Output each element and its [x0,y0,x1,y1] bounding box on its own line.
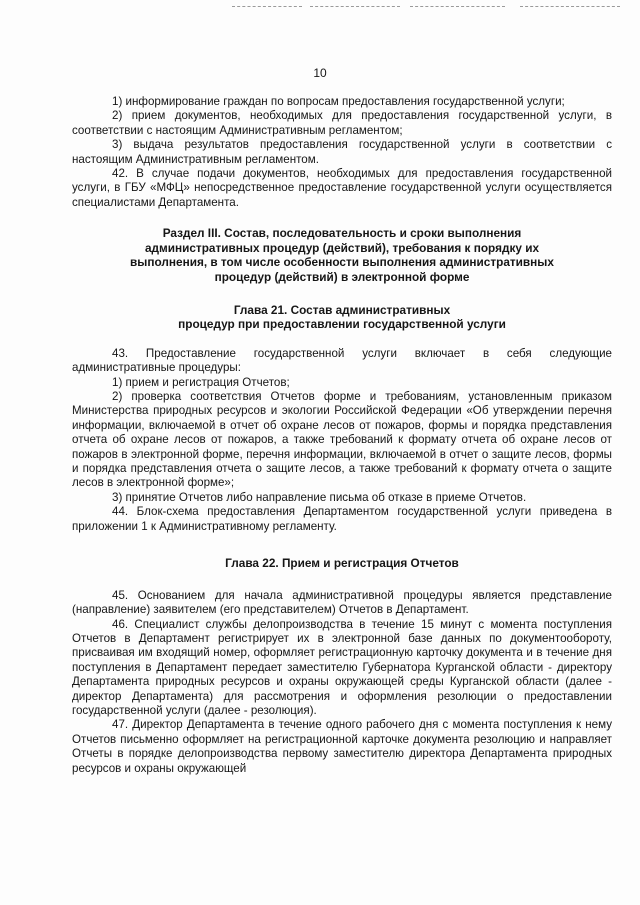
paragraph: 2) проверка соответствия Отчетов форме и требованиям, установленным приказом Министерства природных ресурсов и экологии Российской Федерации «Об утверждении перечня информации, включаемой в отчет об охране лесов от пожаров, формы и порядка представления отчета об охране лесов от пожаров, а также требований к формату отчета об охране лесов от пожаров в электронной форме, перечня информации, включаемой в отчет о защите лесов, формы и порядка представления отчета о защите лесов, а также требований к формату отчета о защите лесов в электронной форме»; [72,390,612,490]
paragraph: 3) выдача результатов предоставления государственной услуги в соответствии с настоящим Административным регламентом. [72,138,612,166]
paragraph: 47. Директор Департамента в течение одного рабочего дня с момента поступления к нему Отчетов письменно оформляет на регистрационной карточке документа резолюцию и направляет Отчеты в порядке делопроизводства первому заместителю директора Департамента природных ресурсов и охраны окружающей [72,718,612,775]
scan-artifact-line [232,6,302,7]
chapter-heading-line: процедур при предоставлении государственной услуги [178,317,506,332]
chapter-heading-line: Глава 21. Состав административных [233,302,451,317]
section-heading-line: Раздел III. Состав, последовательность и сроки выполнения [162,226,522,241]
paragraph: 1) информирование граждан по вопросам предоставления государственной услуги; [112,95,565,108]
paragraph: 44. Блок-схема предоставления Департаментом государственной услуги приведена в приложении 1 к Административному регламенту. [72,505,612,533]
paragraph: 1) прием и регистрация Отчетов; [112,375,290,389]
scan-artifact-line [310,6,400,7]
chapter-heading [72,556,612,571]
paragraph: 46. Специалист службы делопроизводства в течение 15 минут с момента поступления Отчетов в Департамент регистрирует их в электронной базе данных по документообороту, присваивая им входящий номер, оформляет регистрационную карточку документа и в течение дня поступления в Департамент передает заместителю Губернатора Курганской области - директору Департамента природных ресурсов и охраны окружающей среды Курганской области (далее - директор Департамента) для рассмотрения и оформления резолюции о предоставлении государственной услуги (далее - резолюция). [72,617,612,717]
scan-artifact-line [410,6,505,7]
section-heading [72,226,612,284]
paragraph: 42. В случае подачи документов, необходимых для предоставления государственной услуги, в ГБУ «МФЦ» непосредственное предоставление государственной услуги осуществляется специалистами Департамента. [72,167,612,209]
paragraph: 2) прием документов, необходимых для предоставления государственной услуги, в соответствии с настоящим Административным регламентом; [72,109,612,137]
page-number: 10 [313,66,327,80]
chapter-heading [72,303,612,332]
paragraph: 45. Основанием для начала административной процедуры является представление (направление) заявителем (его представителем) Отчетов в Департамент. [72,588,612,617]
document-body [72,95,612,776]
scan-artifact-line [520,6,620,7]
section-heading-line: выполнения, в том числе особенности выполнения административных [130,255,554,270]
chapter-heading-line: Глава 22. Прием и регистрация Отчетов [225,556,459,571]
section-heading-line: процедур (действий) в электронной форме [214,270,470,285]
paragraph: 3) принятие Отчетов либо направление письма об отказе в приеме Отчетов. [112,490,527,504]
section-heading-line: административных процедур (действий), требования к порядку их [144,240,540,255]
paragraph: 43. Предоставление государственной услуги включает в себя следующие административные процедуры: [72,346,612,375]
